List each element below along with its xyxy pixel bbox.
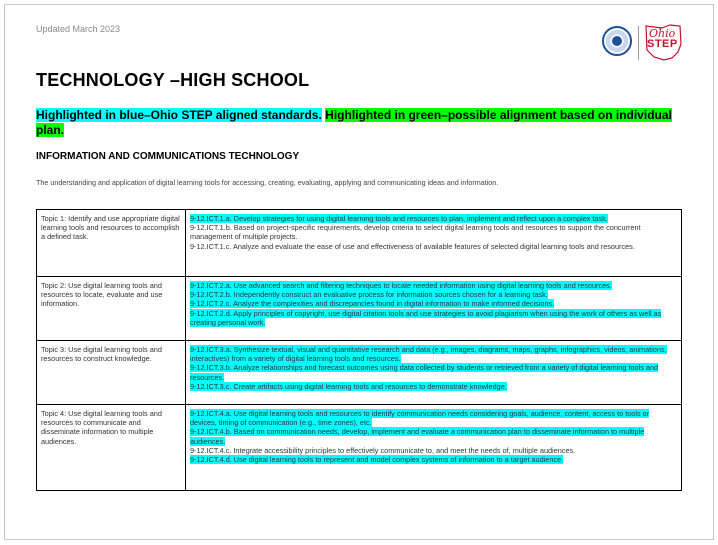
standard-item: 9-12.ICT.3.a. Synthesize textual, visual and quantitative research and data (e.g., images, diagrams, maps, graphs, infographics, videos, animations, interactives) from a variety of digital learning tools and resources. (190, 345, 667, 364)
standard-item: 9-12.ICT.1.a. Develop strategies for using digital learning tools and resources to plan, implement and reflect upon a complex task. (190, 214, 608, 223)
page-title: TECHNOLOGY –HIGH SCHOOL (36, 70, 310, 90)
table-row (37, 341, 682, 405)
table-row (37, 405, 682, 491)
standard-item: 9-12.ICT.4.c. Integrate accessibility principles to effectively communicate to, and meet the needs of, multiple audiences. (190, 445, 576, 455)
standards-table (36, 209, 682, 491)
header-logos (600, 24, 692, 64)
ohio-step-logo (644, 24, 684, 62)
topic-cell: Topic 2: Use digital learning tools and resources to locate, evaluate and use information. (37, 277, 186, 341)
topic-cell: Topic 4: Use digital learning tools and resources to communicate and disseminate information to multiple audiences. (37, 405, 186, 491)
standard-item: 9-12.ICT.2.b. Independently construct an evaluative process for information sources chosen for a learning task. (190, 290, 548, 300)
ohio-board-seal-logo (602, 26, 632, 56)
section-intro: The understanding and application of digital learning tools for accessing, creating, evaluating, applying and communicating ideas and information. (36, 178, 499, 187)
standard-item: 9-12.ICT.1.c. Analyze and evaluate the ease of use and effectiveness of available features of selected digital learning tools and resources. (190, 241, 635, 251)
standard-item: 9-12.ICT.2.d. Apply principles of copyright, use digital citation tools and use strategies to avoid plagiarism when using the work of others as well as creating personal work. (190, 308, 662, 327)
blue-highlight-note: Highlighted in blue–Ohio STEP aligned standards. (36, 108, 322, 122)
logo-divider (638, 26, 639, 60)
topic-cell: Topic 1: Identify and use appropriate digital learning tools and resources to accomplish a defined task. (37, 210, 186, 277)
standards-cell (186, 210, 682, 277)
standard-item: 9-12.ICT.4.a. Use digital learning tools and resources to identify communication needs considering goals, audience, content, access to tools or devices, timing of communication (e.g., time zones), etc. (190, 409, 650, 428)
table-row (37, 210, 682, 277)
standard-item: 9-12.ICT.4.b. Based on communication needs, develop, implement and evaluate a communication plan to disseminate information to multiple audiences. (190, 427, 645, 446)
standard-item: 9-12.ICT.3.b. Analyze relationships and forecast outcomes using data collected by students or retrieved from a variety of digital learning tools and resources. (190, 363, 659, 382)
updated-date: Updated March 2023 (36, 24, 121, 34)
section-heading: INFORMATION AND COMMUNICATIONS TECHNOLOGY (36, 151, 300, 162)
standard-item: 9-12.ICT.4.d. Use digital learning tools to represent and model complex systems of information to a target audience. (190, 455, 564, 465)
standard-item: 9-12.ICT.3.c. Create artifacts using digital learning tools and resources to demonstrate knowledge. (190, 381, 507, 391)
highlight-legend (36, 108, 676, 138)
table-row (37, 277, 682, 341)
standard-item: 9-12.ICT.2.a. Use advanced search and filtering techniques to locate needed information using digital learning tools and resources. (190, 281, 612, 290)
ohio-logo-text: Ohio (649, 27, 676, 40)
step-logo-text: STEP (647, 38, 678, 50)
standards-cell (186, 341, 682, 405)
standards-cell (186, 277, 682, 341)
standard-item: 9-12.ICT.1.b. Based on project-specific requirements, develop criteria to select digital learning tools and resources to support the concurrent management of multiple projects. (190, 223, 641, 242)
green-highlight-note: Highlighted in green–possible alignment based on individual plan. (36, 108, 672, 137)
standards-cell (186, 405, 682, 491)
seal-center-icon (612, 36, 622, 46)
standard-item: 9-12.ICT.2.c. Analyze the complexities and discrepancies found in digital information to make informed decisions. (190, 299, 555, 309)
topic-cell: Topic 3: Use digital learning tools and resources to construct knowledge. (37, 341, 186, 405)
